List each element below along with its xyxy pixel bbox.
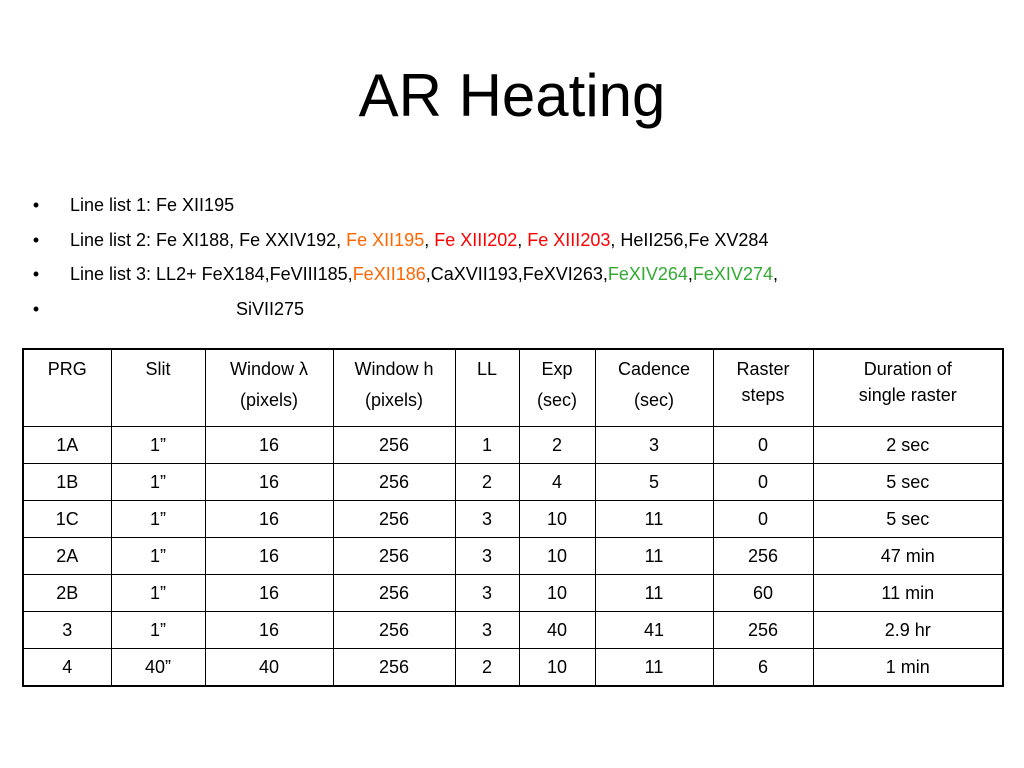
table-cell: 11	[595, 501, 713, 538]
highlighted-line-name: Fe XIII203	[527, 229, 611, 250]
table-cell: 256	[713, 612, 813, 649]
table-header-row	[23, 349, 1003, 427]
table-cell: 5 sec	[813, 501, 1003, 538]
table-cell: 6	[713, 649, 813, 687]
table-cell: 1A	[23, 427, 111, 464]
table-cell: 2B	[23, 575, 111, 612]
column-header	[813, 349, 1003, 427]
column-header-line: Raster	[736, 359, 790, 379]
table-cell: 16	[205, 464, 333, 501]
table-cell: 60	[713, 575, 813, 612]
table-cell: 1”	[111, 464, 205, 501]
column-header-line: Duration of	[863, 359, 952, 379]
table-cell: 256	[333, 612, 455, 649]
table-cell: 16	[205, 427, 333, 464]
table-cell: 11 min	[813, 575, 1003, 612]
table-cell: 3	[595, 427, 713, 464]
bullet-text-segment: Line list 3: LL2+ FeX184,FeVIII185,	[70, 264, 353, 284]
bullet-text	[70, 257, 778, 292]
table-cell: 10	[519, 649, 595, 687]
bullet-text-segment: , HeII256,Fe XV284	[610, 229, 769, 250]
table-row	[23, 464, 1003, 501]
table-cell: 1	[455, 427, 519, 464]
table-cell: 11	[595, 575, 713, 612]
table-cell: 16	[205, 538, 333, 575]
bullet-text-segment: ,CaXVII193,FeXVI263,	[425, 264, 608, 284]
column-header	[713, 349, 813, 427]
table-row	[23, 575, 1003, 612]
table-cell: 2A	[23, 538, 111, 575]
table-cell: 47 min	[813, 538, 1003, 575]
table-cell: 256	[333, 501, 455, 538]
column-header	[455, 349, 519, 427]
column-header-line: LL	[476, 359, 498, 379]
table-row	[23, 612, 1003, 649]
table-cell: 4	[519, 464, 595, 501]
bullet-text-segment: SiVII275	[236, 298, 305, 319]
column-header	[205, 349, 333, 427]
table-cell: 11	[595, 538, 713, 575]
table-cell: 256	[333, 427, 455, 464]
table-cell: 10	[519, 501, 595, 538]
column-header-line: single raster	[858, 385, 957, 405]
column-header	[333, 349, 455, 427]
table-cell: 256	[333, 575, 455, 612]
table-cell: 1”	[111, 427, 205, 464]
column-header-line: (sec)	[634, 390, 674, 410]
table-cell: 1”	[111, 575, 205, 612]
table-cell: 2	[455, 649, 519, 687]
table-cell: 1”	[111, 612, 205, 649]
table-body	[23, 427, 1003, 687]
table-cell: 5 sec	[813, 464, 1003, 501]
table-cell: 1C	[23, 501, 111, 538]
table-cell: 3	[455, 501, 519, 538]
table-cell: 2 sec	[813, 427, 1003, 464]
table-cell: 1”	[111, 501, 205, 538]
bullet-text-segment: Line list 1: Fe XII195	[70, 195, 235, 215]
table-cell: 40”	[111, 649, 205, 687]
table-cell: 4	[23, 649, 111, 687]
table-cell: 256	[333, 538, 455, 575]
column-header	[519, 349, 595, 427]
table-row	[23, 649, 1003, 687]
column-header-line: Cadence	[617, 359, 691, 379]
bullet-text-segment: ,	[424, 229, 435, 250]
table-cell: 3	[455, 612, 519, 649]
bullet-text-segment: ,	[517, 229, 528, 250]
table-cell: 11	[595, 649, 713, 687]
bullet-text-segment: ,	[687, 264, 693, 284]
column-header-line: (pixels)	[239, 390, 298, 410]
column-header-line: Exp	[541, 359, 573, 379]
bullet-dot-icon: •	[32, 264, 40, 284]
table-cell: 10	[519, 575, 595, 612]
column-header-line: steps	[741, 385, 785, 405]
column-header	[111, 349, 205, 427]
table-cell: 40	[519, 612, 595, 649]
bullet-dot-icon: •	[32, 229, 40, 250]
column-header-line: PRG	[47, 359, 87, 379]
bullet-text	[70, 223, 768, 258]
table-cell: 40	[205, 649, 333, 687]
column-header-line: (pixels)	[364, 390, 423, 410]
table-cell: 16	[205, 575, 333, 612]
highlighted-line-name: Fe XII195	[346, 229, 425, 250]
bullet-text-segment: Line list 2: Fe XI188, Fe XXIV192,	[70, 229, 347, 250]
bullet-dot-icon: •	[32, 298, 40, 319]
table-cell: 256	[713, 538, 813, 575]
table-cell: 3	[23, 612, 111, 649]
column-header-line: Slit	[145, 359, 171, 379]
table-cell: 3	[455, 538, 519, 575]
table-cell: 2.9 hr	[813, 612, 1003, 649]
table-cell: 10	[519, 538, 595, 575]
table-cell: 0	[713, 427, 813, 464]
bullet-text	[70, 188, 234, 223]
table-cell: 0	[713, 501, 813, 538]
table-cell: 1 min	[813, 649, 1003, 687]
table-cell: 256	[333, 649, 455, 687]
table-row	[23, 538, 1003, 575]
table-cell: 0	[713, 464, 813, 501]
highlighted-line-name: Fe XIII202	[434, 229, 518, 250]
bullet-text-segment: ,	[772, 264, 778, 284]
column-header-line: (sec)	[537, 390, 577, 410]
table-cell: 256	[333, 464, 455, 501]
column-header-line: Window λ	[229, 359, 309, 379]
table-cell: 41	[595, 612, 713, 649]
slide-title: AR Heating	[358, 62, 666, 129]
table-cell: 2	[455, 464, 519, 501]
bullet-text	[236, 292, 304, 327]
table-cell: 16	[205, 501, 333, 538]
bullet-dot-icon: •	[32, 195, 40, 215]
column-header	[595, 349, 713, 427]
table-cell: 1”	[111, 538, 205, 575]
table-cell: 1B	[23, 464, 111, 501]
table-row	[23, 501, 1003, 538]
program-table	[22, 348, 1004, 687]
column-header	[23, 349, 111, 427]
highlighted-line-name: FeXII186	[352, 264, 426, 284]
table-cell: 5	[595, 464, 713, 501]
table-row	[23, 427, 1003, 464]
table-cell: 3	[455, 575, 519, 612]
highlighted-line-name: FeXIV274	[692, 264, 773, 284]
column-header-line: Window h	[354, 359, 434, 379]
highlighted-line-name: FeXIV264	[607, 264, 688, 284]
table-cell: 2	[519, 427, 595, 464]
table-cell: 16	[205, 612, 333, 649]
